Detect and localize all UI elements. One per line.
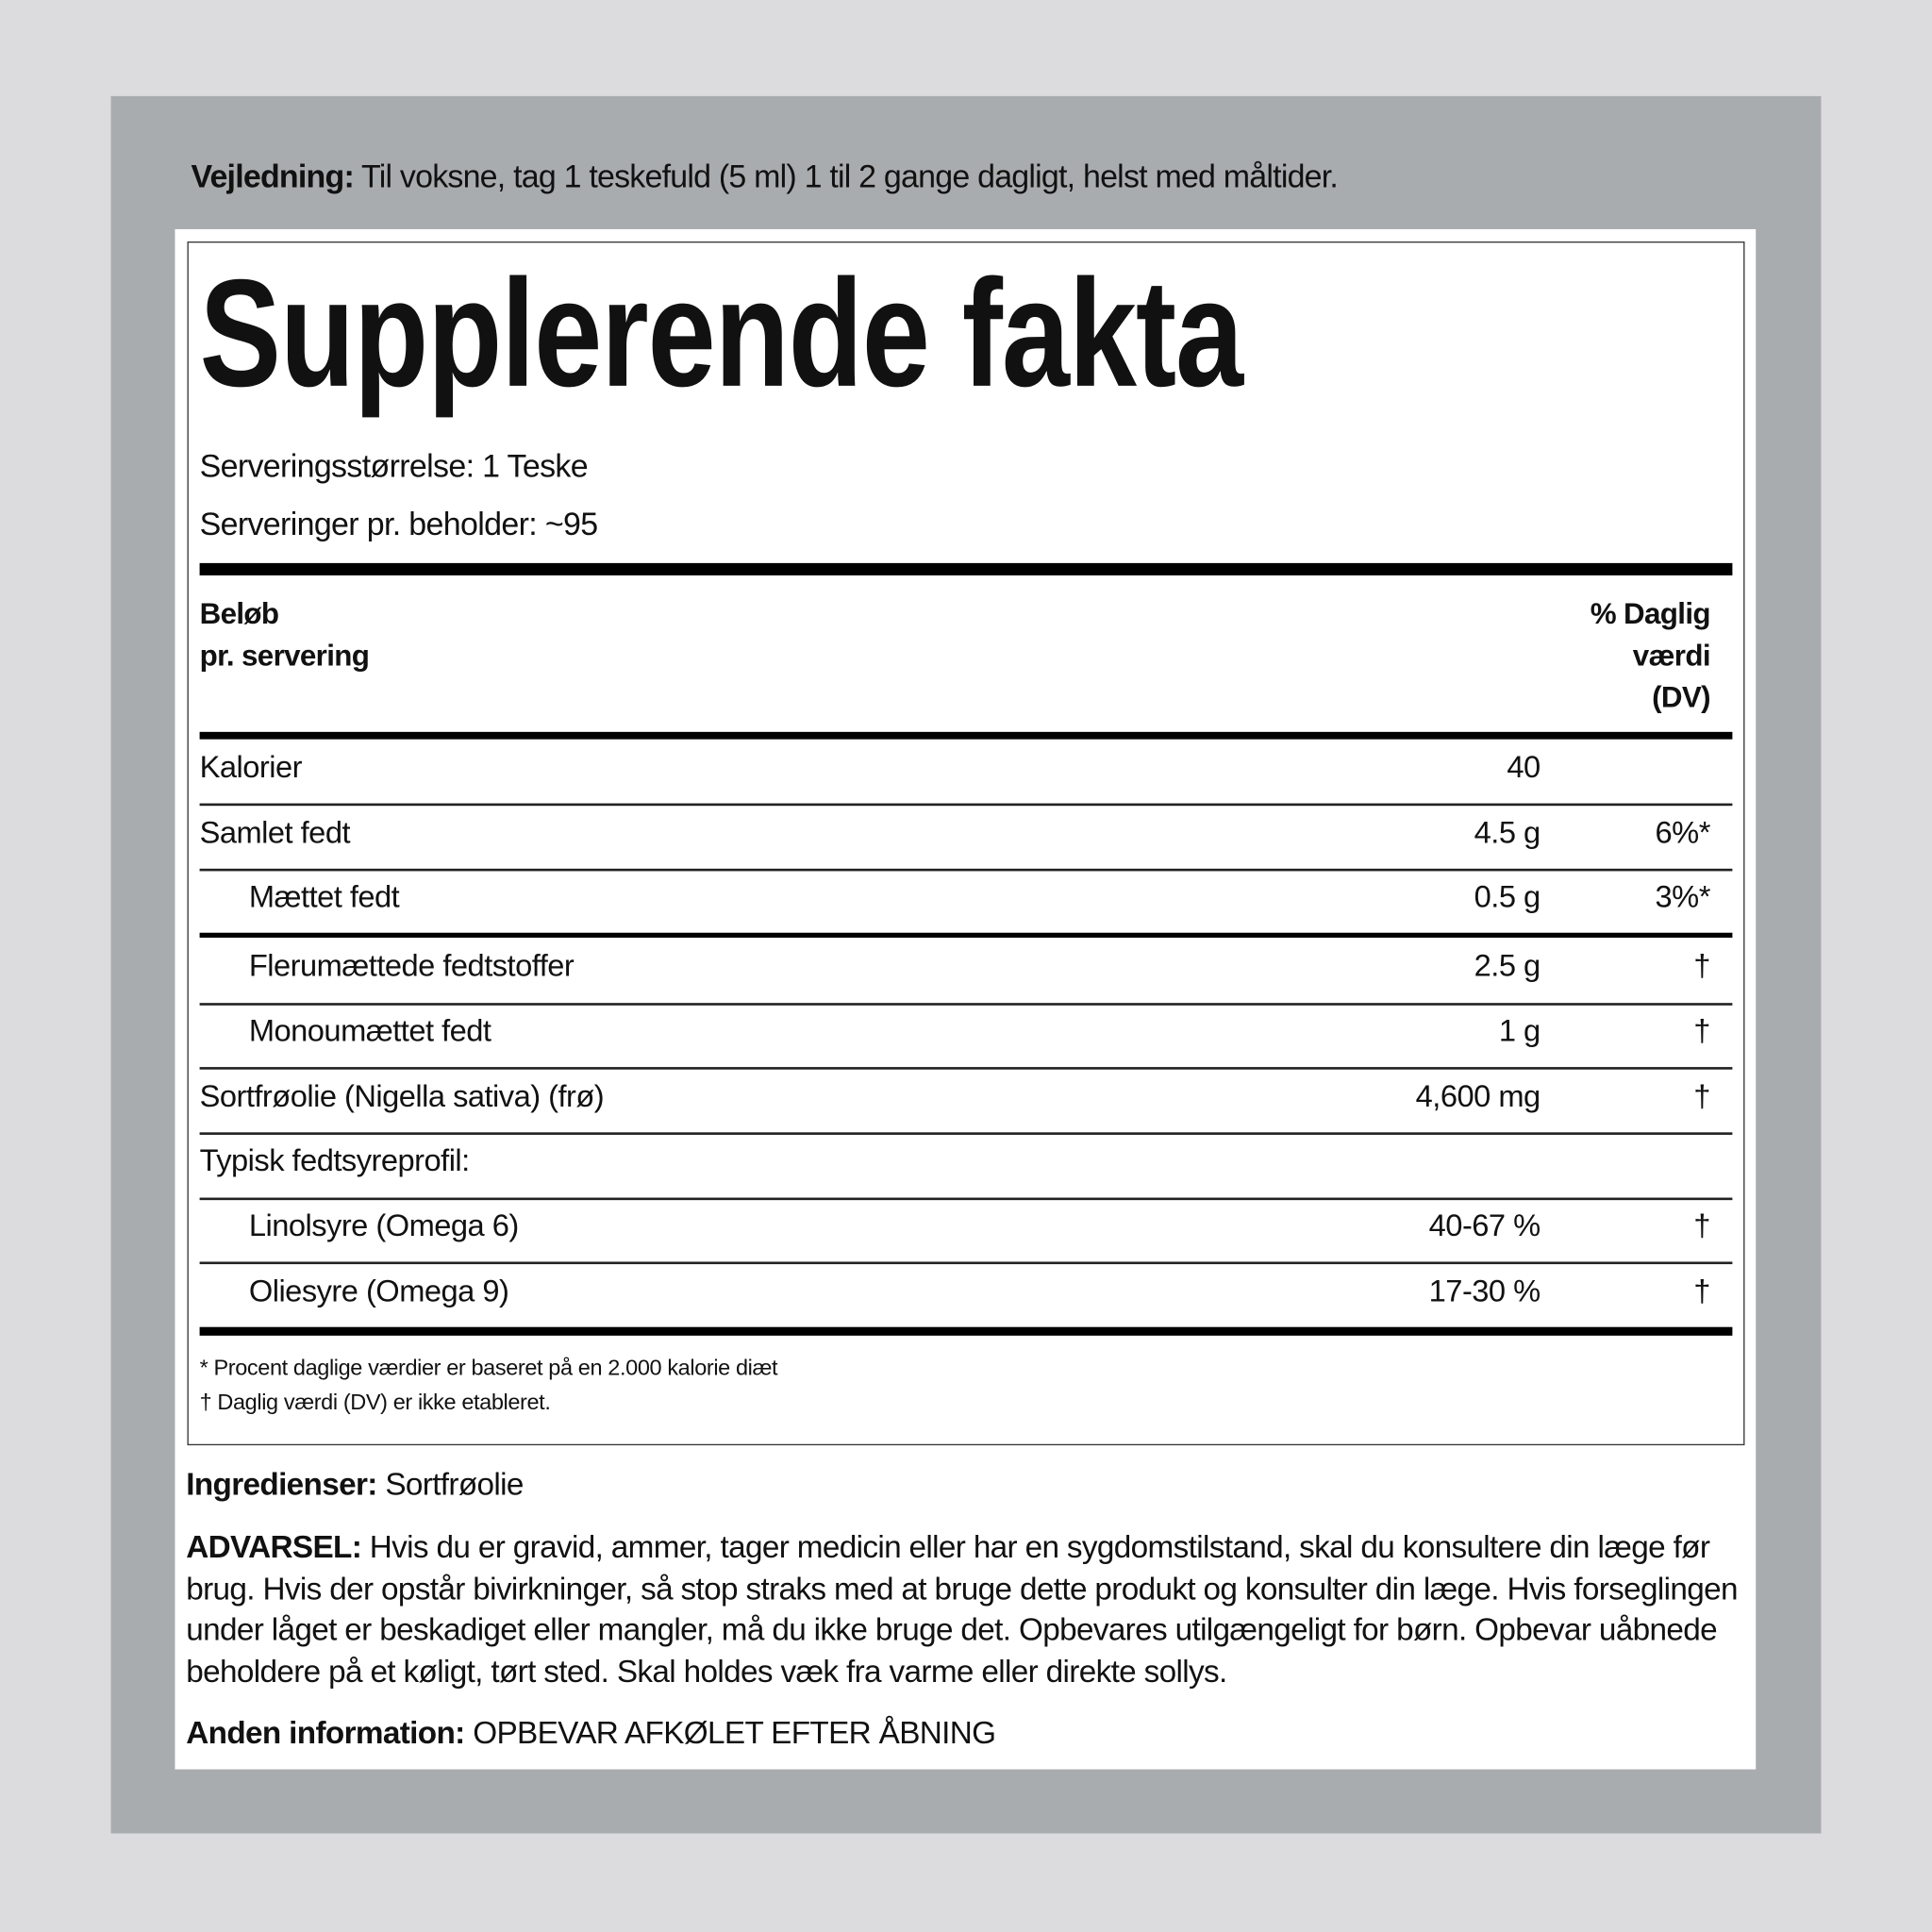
nutrient-amount: 40 [1507,750,1541,785]
facts-title: Supplerende fakta [199,248,1243,420]
other-info-text: OPBEVAR AFKØLET EFTER ÅBNING [464,1716,996,1751]
nutrient-amount: 0.5 g [1474,879,1541,915]
nutrient-name: Flerumættede fedtstoffer [248,948,575,984]
warning [186,1528,1751,1694]
nutrient-amount: 40-67 % [1428,1208,1541,1243]
footnote-percent: * Procent daglige værdier er baseret på en 2.000 kalorie diæt [199,1355,778,1380]
nutrient-dv: † [1693,1079,1710,1114]
warning-text: Hvis du er gravid, ammer, tager medicin eller har en sygdomstilstand, skal du konsultere din læge før brug. Hvis der opstår bivirkninger, så stop straks med at bruge dette produkt og konsulter din læge. Hvis forseglingen under låget er beskadiget eller mangler, må du ikke bruge det. Opbevares utilgængeligt for børn. Opbevar uåbnede beholdere på et køligt, tørt sted. Skal holdes væk fra varme eller direkte sollys. [186,1530,1738,1690]
nutrient-row [200,880,1710,929]
amount-header-line2: pr. servering [199,639,370,674]
row-divider [200,869,1733,871]
row-divider [200,804,1733,806]
nutrient-amount: 4.5 g [1474,815,1541,851]
dv-header [1591,594,1710,720]
nutrient-row [200,1079,1710,1128]
medium-divider [200,732,1733,740]
nutrient-dv: † [1693,1013,1710,1049]
nutrient-name: Samlet fedt [199,815,351,851]
amount-header-line1: Beløb [199,597,279,631]
directions [191,158,1338,195]
dv-header-line3: (DV) [1652,681,1710,715]
row-divider [200,1198,1733,1200]
row-divider [200,1003,1733,1005]
nutrient-amount: 4,600 mg [1415,1079,1541,1114]
nutrient-amount: 17-30 % [1428,1274,1541,1309]
row-divider [200,1261,1733,1263]
nutrient-row [200,949,1710,998]
nutrient-dv: † [1693,948,1710,984]
nutrient-amount: 2.5 g [1474,948,1541,984]
ingredients [186,1465,1751,1507]
nutrient-name: Oliesyre (Omega 9) [248,1274,509,1309]
nutrient-name: Typisk fedtsyreprofil: [199,1143,470,1178]
other-info-label: Anden information: [186,1716,465,1751]
nutrient-name: Monoumættet fedt [248,1013,491,1049]
other-information [186,1714,1751,1756]
nutrient-row [200,1208,1710,1257]
nutrient-name: Linolsyre (Omega 6) [248,1208,519,1243]
nutrient-row [200,1014,1710,1063]
row-divider [200,1067,1733,1069]
nutrient-name: Mættet fedt [248,879,400,915]
nutrient-dv: † [1693,1274,1710,1309]
ingredients-label: Ingredienser: [186,1467,377,1503]
thick-divider [200,1327,1733,1336]
amount-header [200,594,370,678]
directions-label: Vejledning: [191,158,354,195]
nutrient-row [200,816,1710,865]
footnote-dagger: † Daglig værdi (DV) er ikke etableret. [199,1390,551,1415]
nutrient-row [200,1143,1710,1192]
nutrient-dv: † [1693,1208,1710,1243]
nutrient-name: Sortfrøolie (Nigella sativa) (frø) [199,1079,605,1114]
nutrient-dv: 6%* [1655,815,1710,851]
dv-header-line1: % Daglig [1590,597,1710,631]
ingredients-text: Sortfrøolie [376,1467,524,1503]
nutrient-row [200,1274,1710,1324]
nutrient-amount: 1 g [1498,1013,1541,1049]
thick-row-divider [200,933,1733,938]
row-divider [200,1132,1733,1134]
serving-size: Serveringsstørrelse: 1 Teske [199,447,588,485]
nutrient-name: Kalorier [199,750,302,785]
warning-label: ADVARSEL: [186,1530,362,1565]
directions-text: Til voksne, tag 1 teskefuld (5 ml) 1 til 2 gange dagligt, helst med måltider. [353,158,1339,195]
servings-per-container: Serveringer pr. beholder: ~95 [199,505,598,542]
nutrient-row [200,750,1710,799]
nutrient-dv: 3%* [1655,879,1710,915]
thick-divider [200,563,1733,575]
dv-header-line2: værdi [1632,639,1710,674]
